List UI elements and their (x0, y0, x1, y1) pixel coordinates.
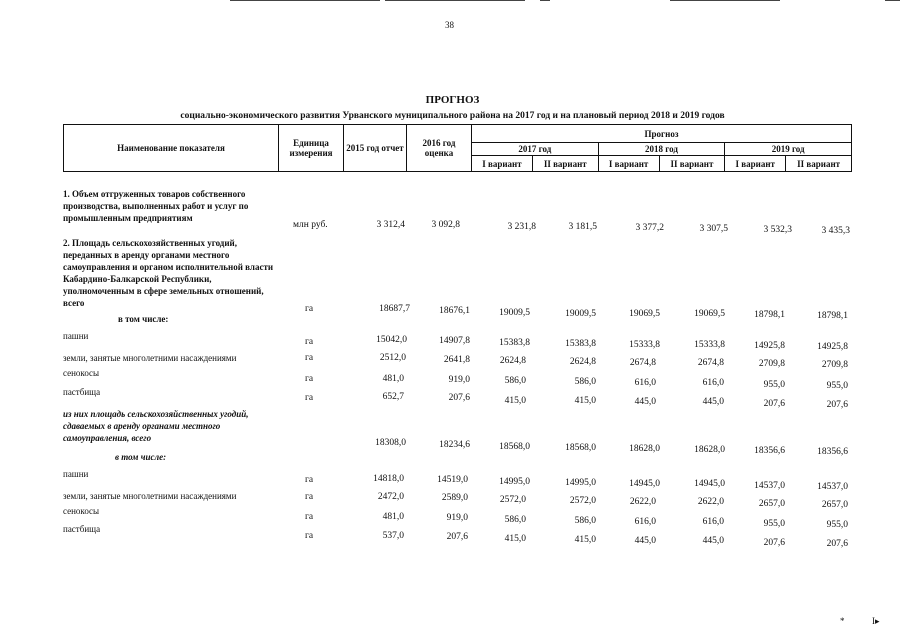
cell-value: 3 435,3 (821, 226, 850, 236)
header-unit: Единица измерения (279, 125, 344, 172)
cell-value: 14995,0 (565, 478, 596, 488)
cell-value: 15333,8 (629, 340, 660, 350)
row-unit: га (305, 337, 314, 347)
row-unit: га (305, 512, 314, 522)
cell-value: 445,0 (702, 536, 724, 546)
row-label: сенокосы (63, 368, 100, 378)
cell-value: 18356,6 (754, 446, 785, 456)
cell-value: 2674,8 (629, 358, 656, 368)
footer-mark: I▸ (872, 616, 880, 626)
cell-value: 955,0 (763, 380, 785, 390)
cell-value: 207,6 (448, 393, 470, 403)
cell-value: 415,0 (574, 396, 596, 406)
cell-value: 2709,8 (758, 359, 785, 369)
cell-value: 481,0 (382, 512, 404, 522)
cell-value: 3 377,2 (635, 223, 664, 233)
header-variant-1: I вариант (598, 156, 659, 172)
cell-value: 19069,5 (629, 309, 660, 319)
header-2015: 2015 год отчет (344, 125, 407, 172)
row-unit: га (305, 393, 314, 403)
cell-value: 19009,5 (565, 309, 596, 319)
scan-line (885, 0, 900, 1)
cell-value: 18676,1 (439, 306, 470, 316)
row-label: земли, занятые многолетними насаждениями (63, 491, 237, 501)
cell-value: 19009,5 (499, 308, 530, 318)
header-2016: 2016 год оценка (407, 125, 472, 172)
cell-value: 2657,0 (821, 500, 848, 510)
cell-value: 2472,0 (377, 492, 404, 502)
header-variant-1: I вариант (472, 156, 533, 172)
header-variant-1: I вариант (725, 156, 786, 172)
document-subtitle: социально-экономического развития Урванского муниципального района на 2017 год и на плановый период 2018 и 2019 годов (180, 111, 725, 121)
cell-value: 445,0 (702, 397, 724, 407)
cell-value: 616,0 (634, 517, 656, 527)
header-forecast: Прогноз (472, 125, 852, 143)
page-number: 38 (445, 20, 454, 30)
cell-value: 14945,0 (629, 479, 660, 489)
cell-value: 919,0 (448, 375, 470, 385)
row-unit: га (305, 492, 314, 502)
cell-value: 2624,8 (499, 356, 526, 366)
document-title: ПРОГНОЗ (425, 94, 480, 106)
cell-value: 3 092,8 (431, 220, 460, 230)
cell-value: 15333,8 (694, 340, 725, 350)
cell-value: 537,0 (382, 531, 404, 541)
cell-value: 955,0 (826, 381, 848, 391)
row-unit: млн руб. (293, 220, 328, 230)
cell-value: 14925,8 (754, 341, 785, 351)
scan-line (230, 0, 380, 1)
cell-value: 14537,0 (817, 482, 848, 492)
cell-value: 18798,1 (754, 310, 785, 320)
cell-value: 19069,5 (694, 309, 725, 319)
header-variant-2: II вариант (786, 156, 852, 172)
cell-value: 18234,6 (439, 440, 470, 450)
cell-value: 3 181,5 (568, 222, 597, 232)
cell-value: 415,0 (574, 535, 596, 545)
cell-value: 18308,0 (375, 438, 406, 448)
cell-value: 207,6 (826, 400, 848, 410)
row-unit: га (305, 353, 314, 363)
header-2019: 2019 год (725, 143, 852, 156)
cell-value: 919,0 (446, 513, 468, 523)
cell-value: 2572,0 (499, 495, 526, 505)
cell-value: 14945,0 (694, 479, 725, 489)
cell-value: 18628,0 (694, 445, 725, 455)
scan-line (670, 0, 780, 1)
cell-value: 2512,0 (379, 353, 406, 363)
row-unit: га (305, 374, 314, 384)
cell-value: 207,6 (826, 539, 848, 549)
cell-value: 2674,8 (697, 358, 724, 368)
cell-value: 207,6 (763, 399, 785, 409)
row-label: пашни (63, 469, 89, 479)
cell-value: 18356,6 (817, 447, 848, 457)
cell-value: 652,7 (382, 392, 404, 402)
cell-value: 445,0 (634, 536, 656, 546)
cell-value: 616,0 (634, 378, 656, 388)
cell-value: 586,0 (504, 376, 526, 386)
cell-value: 207,6 (763, 538, 785, 548)
cell-value: 14907,8 (439, 336, 470, 346)
cell-value: 15383,8 (499, 338, 530, 348)
row-label: пашни (63, 331, 89, 341)
cell-value: 616,0 (702, 378, 724, 388)
cell-value: 2622,0 (697, 497, 724, 507)
cell-value: 3 307,5 (699, 224, 728, 234)
row-unit: га (305, 531, 314, 541)
cell-value: 2624,8 (569, 357, 596, 367)
cell-value: 3 312,4 (376, 220, 405, 230)
row-unit: га (305, 304, 314, 314)
scan-line (540, 0, 550, 1)
cell-value: 15042,0 (376, 335, 407, 345)
cell-value: 14925,8 (817, 342, 848, 352)
cell-value: 3 231,8 (507, 222, 536, 232)
cell-value: 2572,0 (569, 496, 596, 506)
header-name: Наименование показателя (64, 125, 279, 172)
cell-value: 207,6 (446, 532, 468, 542)
cell-value: 14818,0 (373, 474, 404, 484)
header-2018: 2018 год (598, 143, 725, 156)
cell-value: 18687,7 (379, 304, 410, 314)
cell-value: 415,0 (504, 396, 526, 406)
row-label: 1. Объем отгруженных товаров собственного производства, выполненных работ и услуг по промышленным предприятиям (63, 189, 249, 223)
cell-value: 2641,8 (443, 355, 470, 365)
row-unit: га (305, 475, 314, 485)
cell-value: 586,0 (504, 515, 526, 525)
cell-value: 18628,0 (629, 444, 660, 454)
cell-value: 14519,0 (437, 475, 468, 485)
cell-value: 2589,0 (441, 493, 468, 503)
cell-value: 445,0 (634, 397, 656, 407)
header-variant-2: II вариант (659, 156, 725, 172)
row-label: пастбища (63, 387, 101, 397)
footer-mark: * (840, 616, 845, 626)
cell-value: 586,0 (574, 516, 596, 526)
row-label: в том числе: (118, 314, 169, 324)
row-label: 2. Площадь сельскохозяйственных угодий, переданных в аренду органами местного самоуправления и органом исполнительной власти Кабардино-Балкарской Республики, уполномоченным в сфере земельных отношений, всего (63, 238, 274, 308)
cell-value: 15383,8 (565, 339, 596, 349)
cell-value: 18798,1 (817, 311, 848, 321)
cell-value: 2657,0 (758, 499, 785, 509)
cell-value: 955,0 (763, 519, 785, 529)
cell-value: 481,0 (382, 374, 404, 384)
cell-value: 18568,0 (565, 443, 596, 453)
header-variant-2: II вариант (532, 156, 598, 172)
cell-value: 2709,8 (821, 360, 848, 370)
header-2017: 2017 год (472, 143, 599, 156)
cell-value: 14537,0 (754, 481, 785, 491)
row-label: из них площадь сельскохозяйственных угодий, сдаваемых в аренду органами местного самоуправления, всего (63, 409, 249, 443)
cell-value: 415,0 (504, 534, 526, 544)
cell-value: 586,0 (574, 377, 596, 387)
cell-value: 3 532,3 (763, 225, 792, 235)
cell-value: 2622,0 (629, 497, 656, 507)
cell-value: 18568,0 (499, 442, 530, 452)
row-label: пастбища (63, 524, 101, 534)
cell-value: 955,0 (826, 520, 848, 530)
cell-value: 616,0 (702, 517, 724, 527)
scan-line (385, 0, 525, 1)
row-label: земли, занятые многолетними насаждениями (63, 353, 237, 363)
row-label: сенокосы (63, 506, 100, 516)
table-header (63, 124, 852, 172)
row-label: в том числе: (115, 452, 167, 462)
cell-value: 14995,0 (499, 477, 530, 487)
